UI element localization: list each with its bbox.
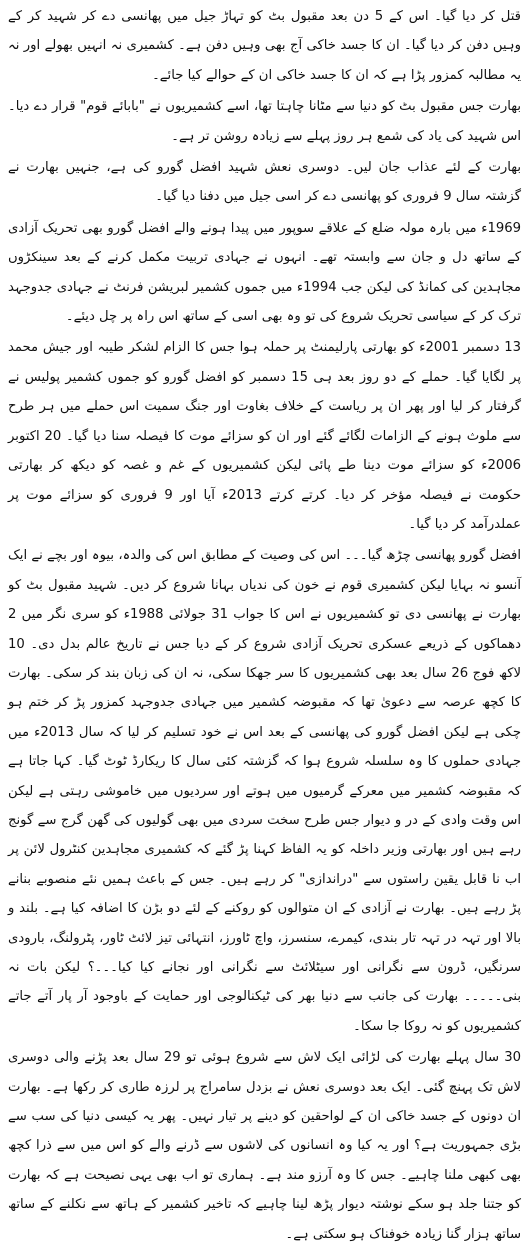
article-paragraph-4: 1969ء میں بارہ مولہ ضلع کے علاقے سوپور میں پیدا ہونے والے افضل گورو بھی تحریک آزادی کے ساتھ دل و جان سے وابستہ تھے۔ انہوں نے جہادی تربیت مکمل کرنے کے بعد سینکڑوں مجاہدین کی کمانڈ کی لیکن جب 1994ء میں جموں کشمیر لبریشن فرنٹ نے جہادی جدوجہد ترک کر کے سیاسی تحریک شروع کی تو وہ بھی اسی کے ساتھ اس راہ پر چل دیئے۔ (8, 220, 521, 325)
article-paragraph-2: بھارت جس مقبول بٹ کو دنیا سے مٹانا چاہتا تھا، اسے کشمیریوں نے "بابائے قوم" قرار دے دیا۔ اس شہید کی یاد کی شمع ہر روز پہلے سے زیادہ روشن تر ہے۔ (8, 99, 521, 144)
article-paragraph-5: 13 دسمبر 2001ء کو بھارتی پارلیمنٹ پر حملہ ہوا جس کا الزام لشکر طیبہ اور جیش محمد پر لگایا گیا۔ حملے کے دو روز بعد ہی 15 دسمبر کو افضل گورو کو جموں کشمیر پولیس نے گرفتار کر لیا اور پھر ان پر ریاست کے خلاف بغاوت اور جنگ سمیت اس حملے میں ہر طرح سے ملوث ہونے کے الزامات لگائے گئے اور ان کو سزائے موت کا فیصلہ سنا دیا گیا۔ 20 اکتوبر 2006ء کو سزائے موت دینا طے پائی لیکن کشمیریوں کے غم و غصہ کو دیکھ کر بھارتی حکومت نے فیصلہ مؤخر کر دیا۔ کرتے کرتے 2013ء آیا اور 9 فروری کو سزائے موت پر عملدرآمد کر دیا گیا۔ (8, 340, 522, 532)
article-paragraph-7: 30 سال پہلے بھارت کی لڑائی ایک لاش سے شروع ہوئی تو 29 سال بعد پڑنے والی دوسری لاش تک پہنچ گئی۔ ایک بعد دوسری نعش نے بزدل سامراج پر لرزہ طاری کر رکھا ہے۔ بھارت ان دونوں کے جسد خاکی ان کے لواحقین کو دینے پر تیار نہیں۔ پھر یہ کیسی دنیا کی سب سے بڑی جمہوریت ہے؟ اور یہ کیا وہ انسانوں کی لاشوں سے ڈرنے والے کو اس میں سے ذرا کچھ بھی کبھی ملنا چاہیے۔ جس کا وہ آرزو مند ہے۔ ہماری تو اب بھی یہی نصیحت ہے کہ بھارت کو جتنا جلد ہو سکے نوشتہ دیوار پڑھ لینا چاہیے کہ تاخیر کشمیر کے ہاتھ سے نکلنے کے ساتھ ساتھ ہزار گنا زیادہ خوفناک ہو سکتی ہے۔ (8, 1050, 521, 1242)
article-paragraph-1: قتل کر دیا گیا۔ اس کے 5 دن بعد مقبول بٹ کو تہاڑ جیل میں پھانسی دے کر شہید کر کے وہیں دفن کر دیا گیا۔ ان کا جسد خاکی آج بھی وہیں دفن ہے۔ کشمیری نہ انہیں بھولے اور نہ یہ مطالبہ کمزور پڑا ہے کہ ان کا جسد خاکی ان کے حوالے کیا جائے۔ (8, 9, 521, 83)
article-paragraph-6: افضل گورو پھانسی چڑھ گیا۔۔۔ اس کی وصیت کے مطابق اس کی والدہ، بیوہ اور بچے نے ایک آنسو نہ بہایا لیکن کشمیری قوم نے خون کی ندیاں بہانا شروع کر دیں۔ شہید مقبول بٹ کو بھارت نے پھانسی دی تو کشمیریوں نے اس کا جواب 31 جولائی 1988ء کو سری نگر میں 2 دھماکوں کے ذریعے عسکری تحریک آزادی شروع کر کے دیا جس نے تاریخ عالم بدل دی۔ 10 لاکھ فوج 26 سال بعد بھی کشمیریوں کا سر جھکا سکی، نہ ان کی زبان بند کر سکی۔ بھارت کا کچھ عرصہ سے دعویٰ تھا کہ مقبوضہ کشمیر میں جہادی جدوجہد کمزور پڑ کر ختم ہو چکی ہے لیکن افضل گورو کی پھانسی کے بعد اس نے خود تسلیم کر لیا کہ سال 2013ء میں جہادی حملوں کا وہ سلسلہ شروع ہوا کہ گزشتہ کئی سال کا ریکارڈ ٹوٹ گیا۔ کہا جاتا ہے کہ مقبوضہ کشمیر میں معرکے گرمیوں میں ہوتے اور سردیوں میں خاموشی رہتی ہے لیکن اس وقت وادی کے در و دیوار جس طرح سخت سردی میں بھی گولیوں کی گھن گرج سے گونج رہے ہیں اور بھارتی وزیر داخلہ کو یہ الفاظ کہنا پڑ گئے کہ کشمیری مجاہدین کنٹرول لائن پر اب نا قابل یقین راستوں سے "دراندازی" کر رہے ہیں۔ جس کے باعث ہمیں نئے منصوبے بنانے پڑ رہے ہیں۔ بھارت نے آزادی کے ان متوالوں کو روکنے کے لئے دو بڑن کا اضافہ کیا ہے۔ بلند و بالا اور تہہ در تہہ تار بندی، کیمرے، سنسرز، واچ ٹاورز، انتہائی تیز لائٹ ٹاور، پٹرولنگ، بارودی سرنگیں، ڈرون سے نگرانی اور سیٹلائٹ سے نگرانی اور نجانے کیا کیا۔۔۔؟ لیکن بات نہ بنی۔۔۔۔۔ بھارت کی جانب سے دنیا بھر کی ٹیکنالوجی اور حمایت کے باوجود آر پار آتے جاتے کشمیریوں کو نہ روکا جا سکا۔ (8, 548, 521, 1034)
article-paragraph-3: بھارت کے لئے عذاب جان لیں۔ دوسری نعش شہید افضل گورو کی ہے، جنہیں بھارت نے گزشتہ سال 9 فروری کو پھانسی دے کر اسی جیل میں دفنا دیا گیا۔ (8, 160, 521, 205)
